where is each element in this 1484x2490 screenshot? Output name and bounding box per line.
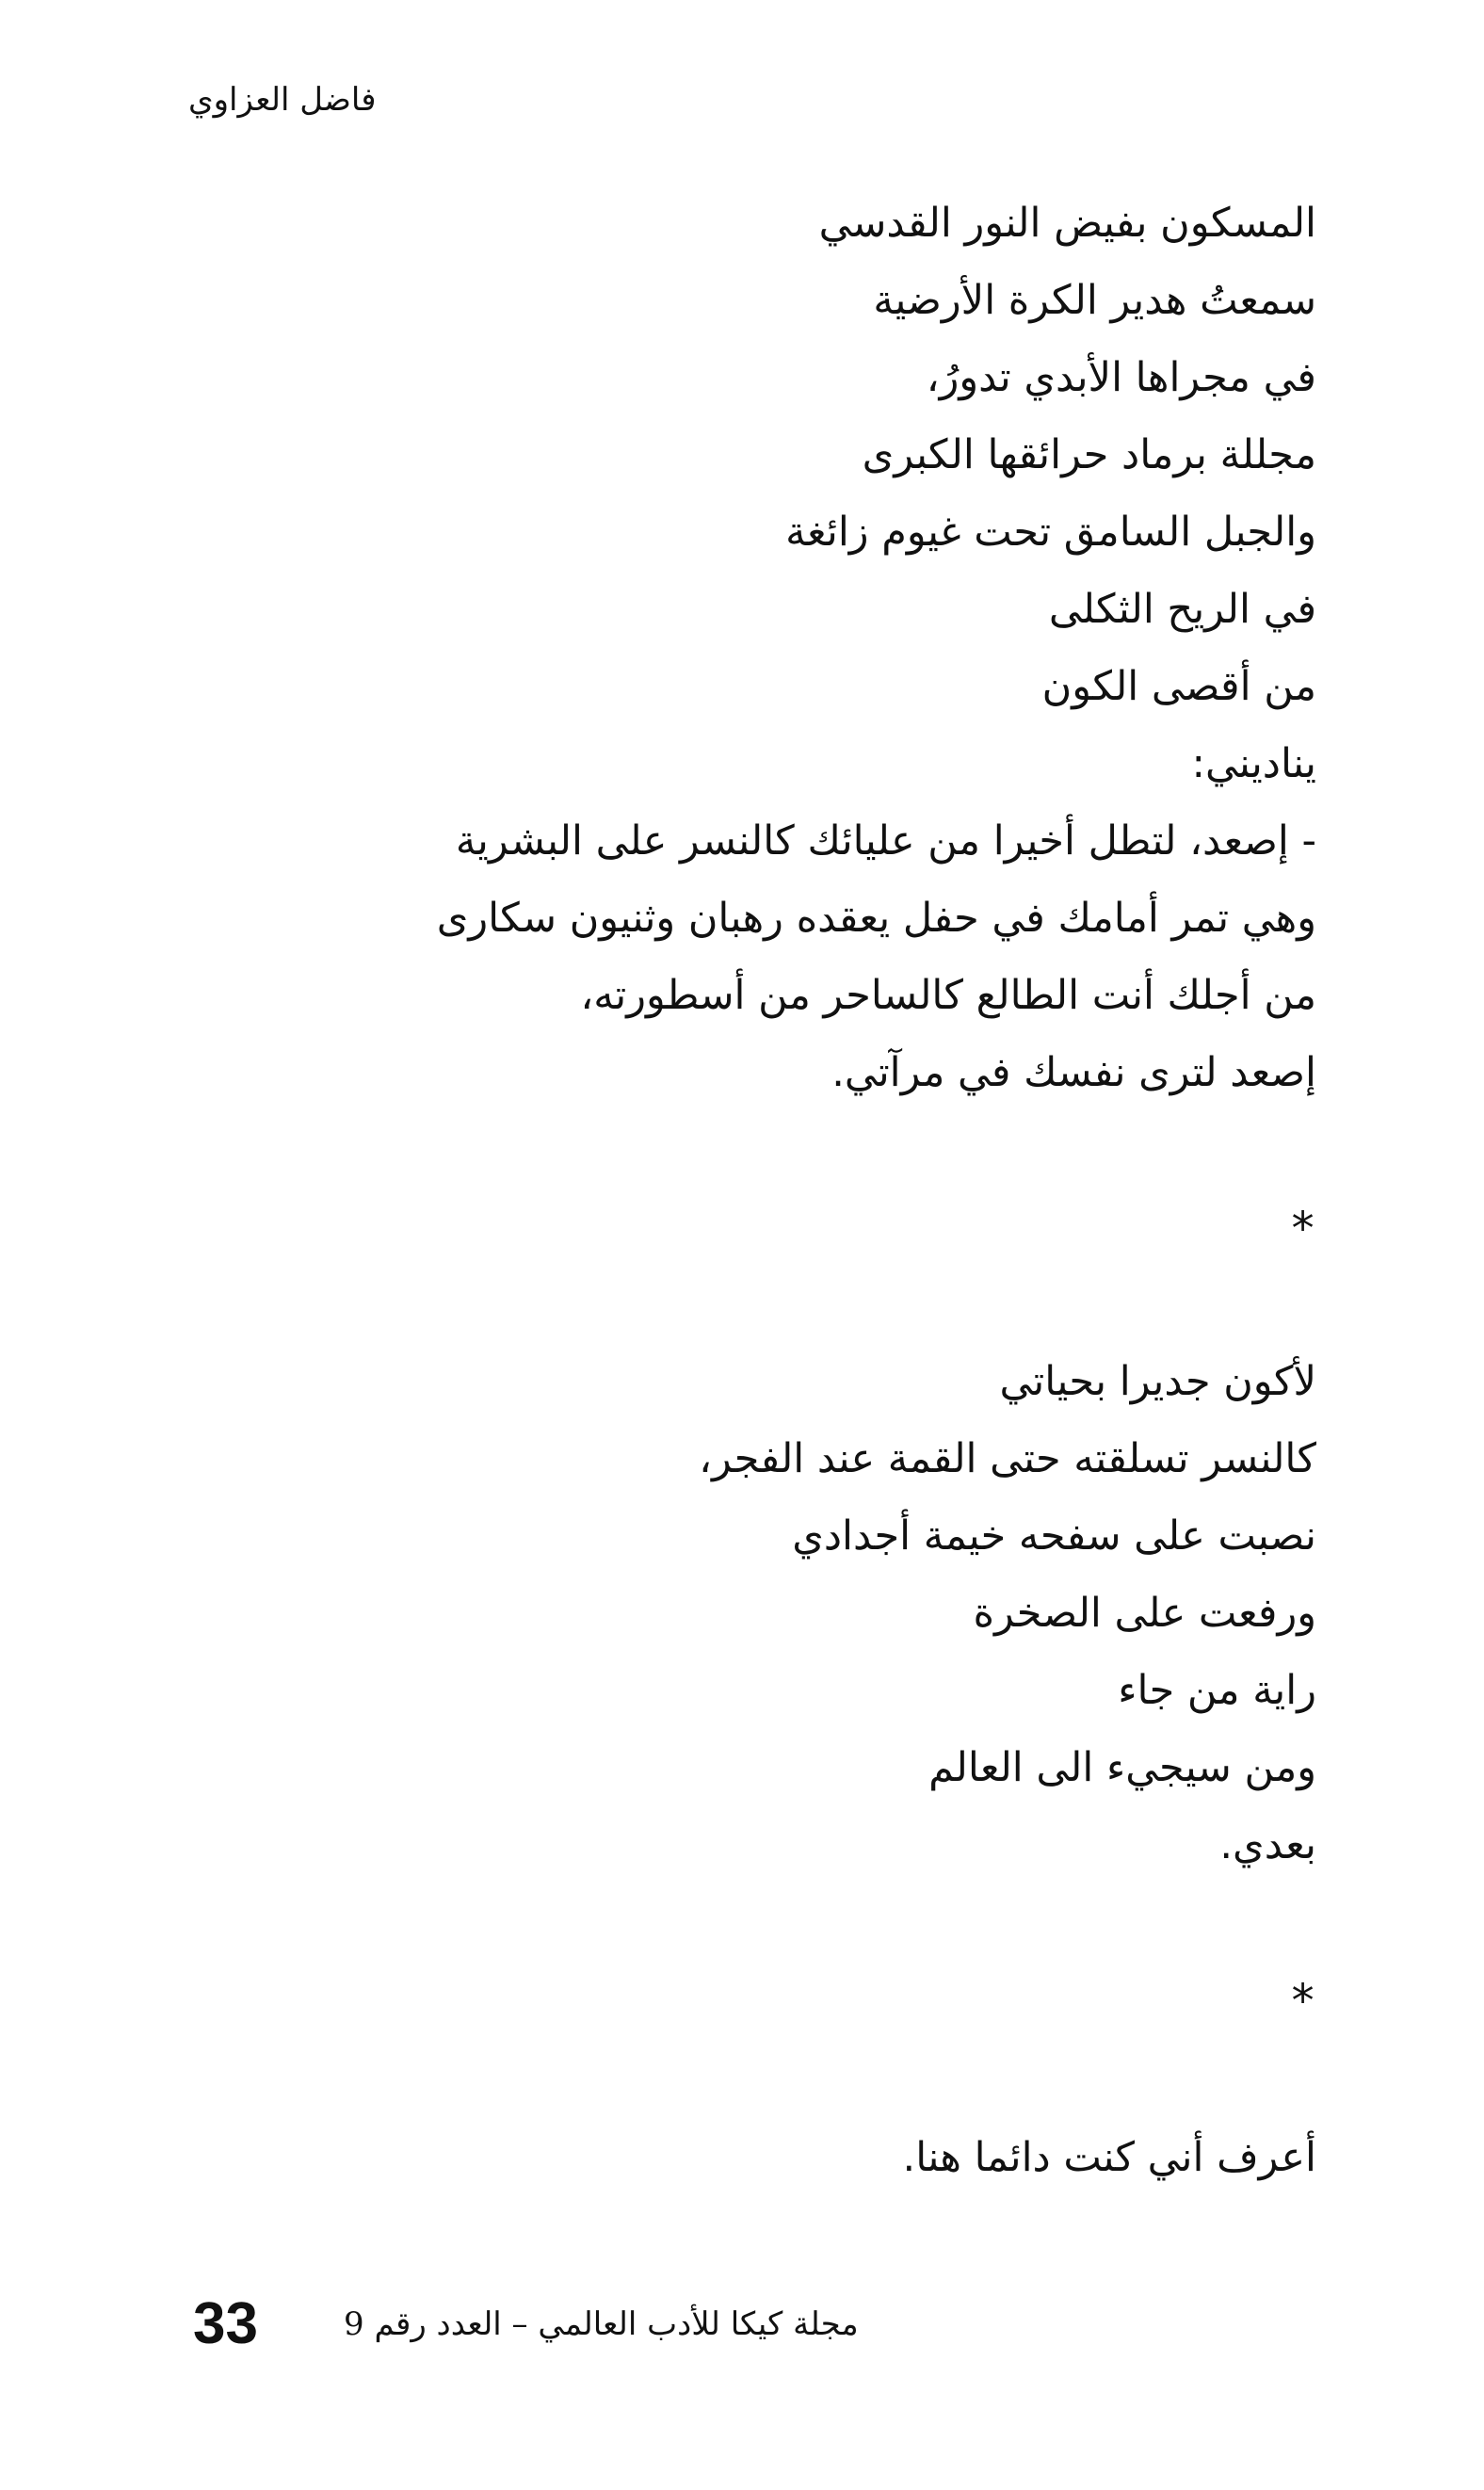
poem-line: من أجلك أنت الطالع كالساحر من أسطورته،	[580, 972, 1316, 1019]
stanza-3	[149, 2119, 1316, 2196]
stanza-gap	[149, 1268, 1316, 1343]
running-header-author: فاضل العزاوي	[188, 81, 377, 119]
poem-line: لأكون جديرا بحياتي	[999, 1358, 1316, 1405]
poem-line: بعدي.	[1219, 1821, 1316, 1868]
poem-line: والجبل السامق تحت غيوم زائغة	[785, 509, 1316, 556]
poem-line: ومن سيجيء الى العالم	[928, 1744, 1316, 1791]
page-number: 33	[193, 2291, 258, 2356]
poem-line: كالنسر تسلقته حتى القمة عند الفجر،	[699, 1435, 1316, 1482]
page-footer	[193, 2287, 946, 2362]
stanza-gap	[149, 2040, 1316, 2119]
stanza-2	[149, 1343, 1316, 1884]
stanza-separator: *	[1289, 1203, 1316, 1255]
poem-line: - إصعد، لتطل أخيرا من عليائك كالنسر على البشرية	[455, 817, 1316, 865]
poem-line: في الريح الثكلى	[1048, 586, 1316, 633]
poem-line: وهي تمر أمامك في حفل يعقده رهبان وثنيون سكارى	[436, 895, 1316, 942]
stanza-gap	[149, 1884, 1316, 1963]
stanza-1	[149, 185, 1316, 1111]
poem-line: سمعتُ هدير الكرة الأرضية	[873, 277, 1316, 324]
poem-line: المسكون بفيض النور القدسي	[818, 200, 1316, 247]
poem-line: راية من جاء	[1118, 1667, 1316, 1714]
poem-line: أعرف أني كنت دائما هنا.	[902, 2134, 1316, 2181]
poem-line: يناديني:	[1191, 740, 1316, 787]
poem-line: من أقصى الكون	[1041, 663, 1316, 710]
poem-body	[149, 185, 1316, 2196]
journal-issue-label: مجلة كيكا للأدب العالمي – العدد رقم 9	[344, 2305, 859, 2343]
poem-line: نصبت على سفحه خيمة أجدادي	[792, 1512, 1316, 1560]
poem-line: ورفعت على الصخرة	[973, 1590, 1316, 1637]
poem-line: مجللة برماد حرائقها الكبرى	[862, 431, 1316, 478]
poem-line: في مجراها الأبدي تدورُ،	[926, 354, 1316, 401]
stanza-gap	[149, 1111, 1316, 1190]
stanza-separator: *	[1289, 1975, 1316, 2028]
poem-line: إصعد لترى نفسك في مرآتي.	[831, 1049, 1316, 1096]
